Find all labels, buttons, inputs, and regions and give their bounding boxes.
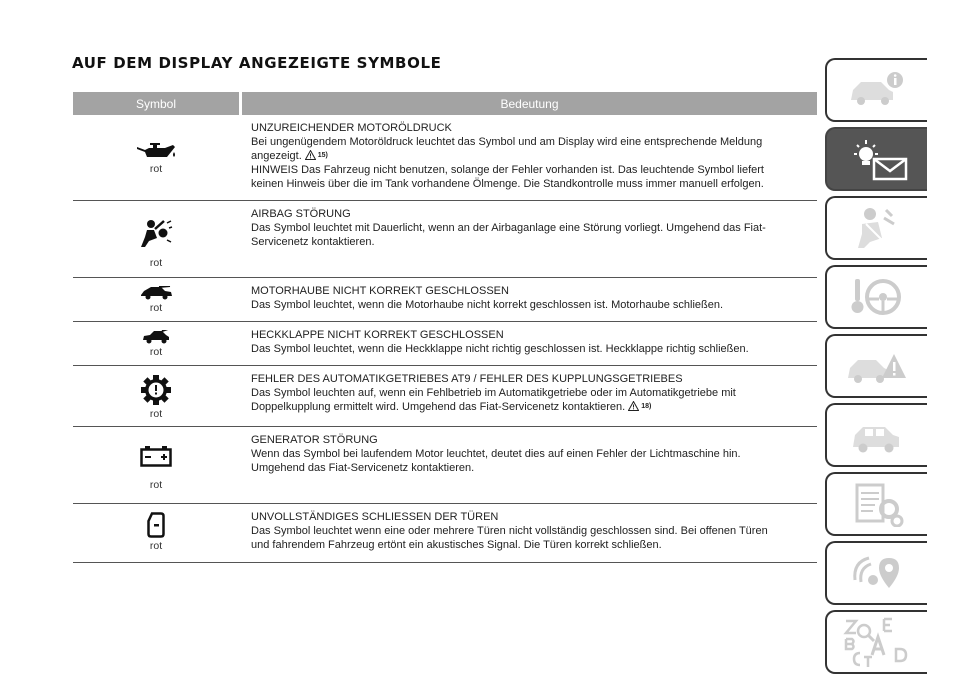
airbag-icon — [139, 219, 173, 249]
table-row — [73, 366, 817, 427]
alphabetical-index-icon — [842, 617, 912, 667]
header-symbol: Symbol — [73, 92, 239, 115]
symbol-color: rot — [149, 479, 163, 491]
description-line: HINWEIS Das Fahrzeug nicht benutzen, solange der Fehler vorhanden ist. Das leuchtende Symbol liefert — [251, 164, 764, 176]
description-line: Servicenetz kontaktieren. — [251, 236, 375, 248]
description-line: Das Symbol leuchtet, wenn die Motorhaube nicht korrekt geschlossen ist. Motorhaube schließen. — [251, 299, 724, 311]
table-row — [73, 322, 817, 366]
symbol-color: rot — [149, 540, 163, 552]
symbols-table — [73, 92, 817, 563]
description-line: Das Symbol leuchtet, wenn die Heckklappe nicht richtig geschlossen ist. Heckklappe richtig schließen. — [251, 343, 749, 355]
transmission-gear-icon — [140, 374, 172, 406]
reference-number: 15) — [317, 152, 328, 159]
description-line: UNZUREICHENDER MOTORÖLDRUCK — [251, 122, 452, 134]
description-line: angezeigt. — [251, 150, 302, 162]
description-line: AIRBAG STÖRUNG — [251, 208, 351, 220]
meaning-cell — [239, 322, 817, 365]
tab-technical-data[interactable] — [825, 472, 927, 536]
meaning-cell — [239, 201, 817, 277]
tab-multimedia[interactable] — [825, 541, 927, 605]
page-title: AUF DEM DISPLAY ANGEZEIGTE SYMBOLE — [72, 54, 442, 72]
table-row — [73, 201, 817, 278]
symbol-color: rot — [149, 302, 163, 314]
tab-index[interactable] — [825, 610, 927, 674]
battery-icon — [140, 445, 172, 467]
car-hood-open-icon — [139, 286, 173, 300]
description-line: FEHLER DES AUTOMATIKGETRIEBES AT9 / FEHLER DES KUPPLUNGSGETRIEBES — [251, 373, 683, 385]
symbol-cell — [73, 504, 239, 562]
tab-safety[interactable] — [825, 196, 927, 260]
meaning-cell — [239, 278, 817, 321]
tab-service[interactable] — [825, 403, 927, 467]
car-trunk-open-icon — [142, 330, 170, 344]
description-line: keinen Hinweis über die im Tank vorhandene Ölmenge. Die Standkontrolle muss immer manuell erfolgen. — [251, 178, 764, 190]
oil-can-icon — [135, 141, 177, 161]
car-info-icon — [847, 70, 907, 110]
symbol-cell — [73, 278, 239, 321]
symbol-color: rot — [149, 346, 163, 358]
table-row — [73, 504, 817, 563]
symbol-color: rot — [149, 408, 163, 420]
description-line: Das Symbol leuchtet wenn eine oder mehrere Türen nicht vollständig geschlossen sind. Bei offenen Türen — [251, 525, 768, 537]
warning-triangle-icon — [628, 401, 639, 411]
description-line: GENERATOR STÖRUNG — [251, 434, 378, 446]
header-meaning: Bedeutung — [242, 92, 817, 115]
symbol-cell — [73, 366, 239, 426]
symbol-cell — [73, 115, 239, 200]
meaning-cell — [239, 504, 817, 562]
warning-light-message-icon — [842, 137, 912, 181]
media-location-icon — [849, 550, 905, 596]
description-line: Wenn das Symbol bei laufendem Motor leuchtet, deutet dies auf einen Fehler der Lichtmaschine hin. — [251, 448, 741, 460]
description-line: UNVOLLSTÄNDIGES SCHLIESSEN DER TÜREN — [251, 511, 499, 523]
steering-key-icon — [847, 275, 907, 319]
symbol-cell — [73, 201, 239, 277]
tab-emergency[interactable] — [825, 334, 927, 398]
description-line: Das Symbol leuchten auf, wenn ein Fehlbetrieb im Automatikgetriebe oder im Automatikgetriebe mit — [251, 387, 736, 399]
description-line: Doppelkupplung ermittelt wird. Umgehend das Fiat-Servicenetz kontaktieren. — [251, 401, 626, 413]
specs-gears-icon — [849, 481, 905, 527]
symbol-cell — [73, 427, 239, 503]
description-line: Umgehend das Fiat-Servicenetz kontaktieren. — [251, 462, 475, 474]
meaning-cell — [239, 366, 817, 426]
door-open-icon — [147, 512, 165, 538]
meaning-cell — [239, 115, 817, 200]
symbol-cell — [73, 322, 239, 365]
tab-warning-lights[interactable] — [825, 127, 927, 191]
tab-car-info[interactable] — [825, 58, 927, 122]
table-header — [73, 92, 817, 115]
table-row — [73, 427, 817, 504]
meaning-cell — [239, 427, 817, 503]
chapter-tabs — [825, 58, 928, 679]
warning-triangle-icon — [305, 150, 316, 160]
description-line: Bei ungenügendem Motoröldruck leuchtet das Symbol und am Display wird eine entsprechende Meldung — [251, 136, 763, 148]
table-row — [73, 115, 817, 201]
description-line: Das Symbol leuchtet mit Dauerlicht, wenn an der Airbaganlage eine Störung vorliegt. Umgehend das Fiat- — [251, 222, 766, 234]
tab-starting-driving[interactable] — [825, 265, 927, 329]
table-row — [73, 278, 817, 322]
seatbelt-airbag-icon — [852, 206, 902, 250]
car-accident-warning-icon — [844, 344, 910, 388]
reference-number: 18) — [641, 403, 652, 410]
description-line: HECKKLAPPE NICHT KORREKT GESCHLOSSEN — [251, 329, 504, 341]
description-line: und fahrendem Fahrzeug ertönt ein akustisches Signal. Die Türen korrekt schließen. — [251, 539, 662, 551]
car-service-icon — [847, 413, 907, 457]
description-line: MOTORHAUBE NICHT KORREKT GESCHLOSSEN — [251, 285, 509, 297]
symbol-color: rot — [149, 163, 163, 175]
symbol-color: rot — [149, 257, 163, 269]
